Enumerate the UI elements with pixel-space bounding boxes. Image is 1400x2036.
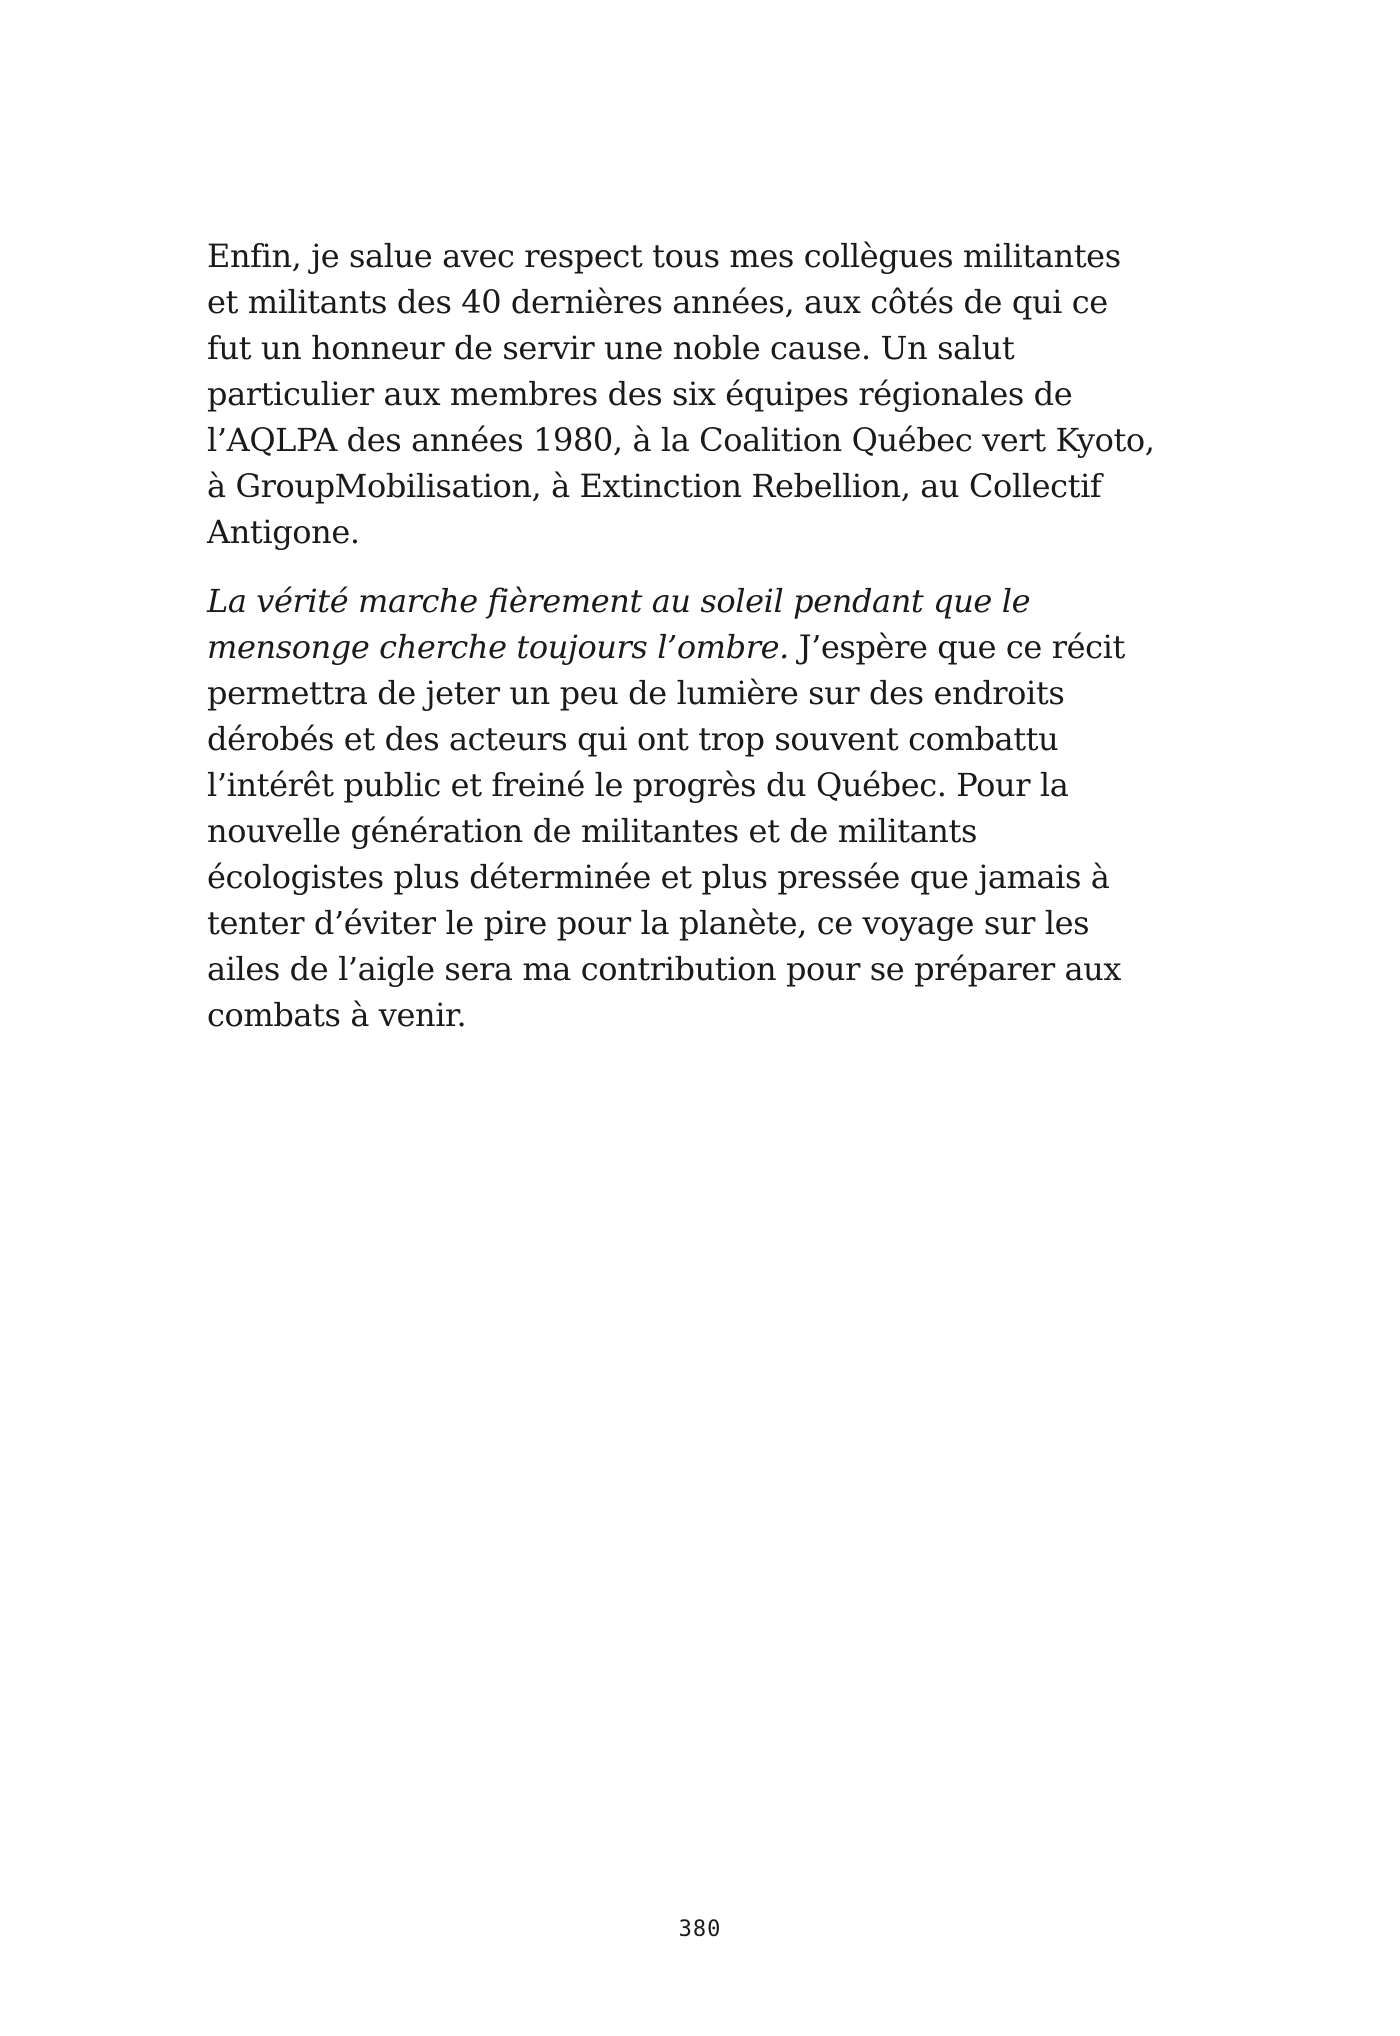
paragraph-text: J’espère que ce récit permettra de jeter un peu de lumière sur des endroits dérobés et des acteurs qui ont trop souvent combattu l’intérêt public et freiné le progrès du Québec. Pour la nouvelle génération de militantes et de militants écologistes plus déterminée et plus pressée que jamais à tenter d’éviter le pire pour la planète, ce voyage sur les ailes de l’aigle sera ma contribution pour se préparer aux combats à venir. <box>207 628 1125 1034</box>
page-number: 380 <box>678 1917 722 1942</box>
paragraph-closing <box>207 578 1157 1038</box>
body-text <box>207 233 1157 1061</box>
italic-quote: La vérité marche fièrement au soleil pendant que le mensonge cherche toujours l’ombre. <box>207 582 1031 666</box>
paragraph-acknowledgements <box>207 233 1157 555</box>
paragraph-text: Enfin, je salue avec respect tous mes collègues militantes et militants des 40 dernières années, aux côtés de qui ce fut un honneur de servir une noble cause. Un salut particulier aux membres des six équipes régionales de l’AQLPA des années 1980, à la Coalition Québec vert Kyoto, à GroupMobilisation, à Extinction Rebellion, au Collectif Antigone. <box>207 237 1155 551</box>
